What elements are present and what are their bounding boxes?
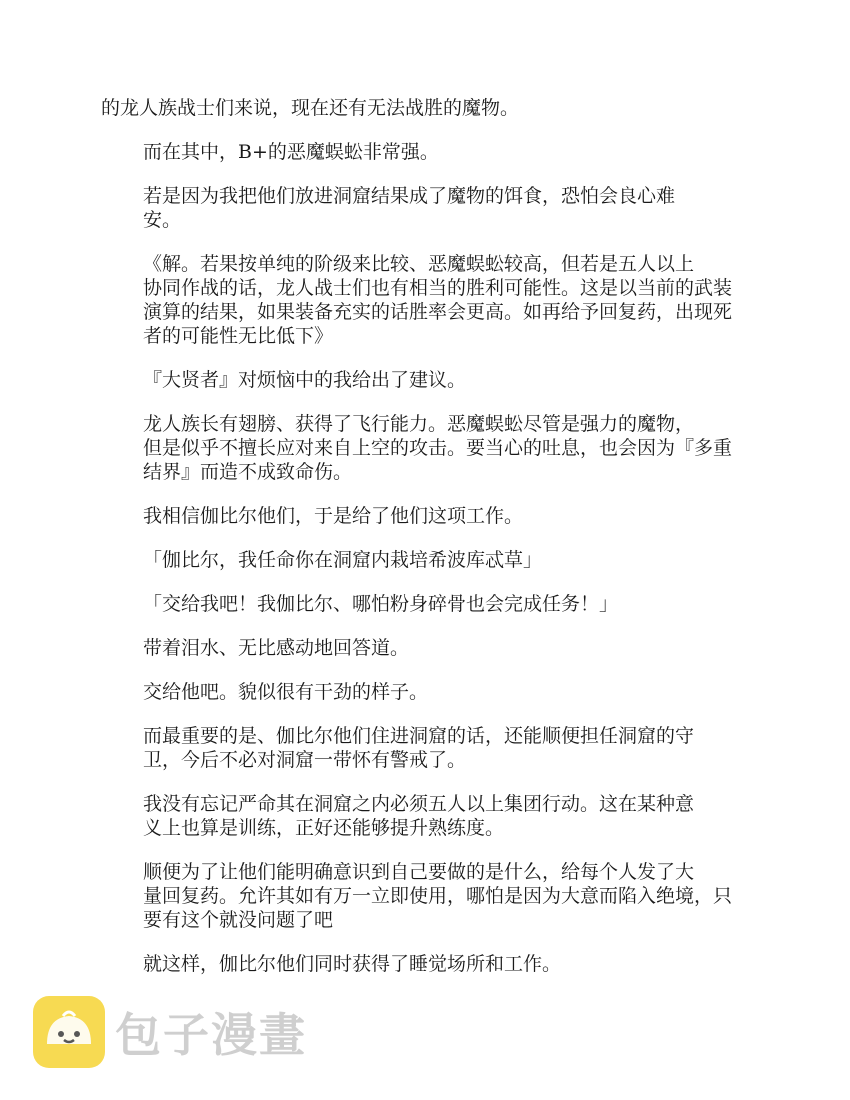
paragraph	[101, 140, 751, 164]
paragraph	[101, 952, 751, 976]
text-line: 「伽比尔，我任命你在洞窟内栽培希波库忒草」	[143, 549, 543, 571]
paragraph	[101, 860, 751, 932]
text-line: 我相信伽比尔他们，于是给了他们这项工作。	[143, 505, 524, 527]
text-line: 而最重要的是、伽比尔他们住进洞窟的话，还能顺便担任洞窟的守	[143, 725, 695, 747]
bun-face-icon	[33, 996, 105, 1068]
paragraph	[101, 412, 751, 484]
text-line: 龙人族长有翅膀、获得了飞行能力。恶魔蜈蚣尽管是强力的魔物，	[143, 413, 695, 435]
text-line: 带着泪水、无比感动地回答道。	[143, 637, 410, 659]
text-line: 『大贤者』对烦恼中的我给出了建议。	[143, 369, 467, 391]
text-line: 若是因为我把他们放进洞窟结果成了魔物的饵食，恐怕会良心难	[143, 185, 676, 207]
paragraph	[101, 184, 751, 232]
paragraph	[101, 724, 751, 772]
paragraph	[101, 504, 751, 528]
text-line: 而在其中，B+的恶魔蜈蚣非常强。	[143, 141, 439, 163]
text-line: 卫，今后不必对洞窟一带怀有警戒了。	[143, 749, 467, 771]
text-line: 协同作战的话，龙人战士们也有相当的胜利可能性。这是以当前的武装	[143, 277, 733, 299]
paragraph	[101, 96, 751, 120]
text-line: 演算的结果，如果装备充实的话胜率会更高。如再给予回复药，出现死	[143, 301, 733, 323]
text-line: 就这样，伽比尔他们同时获得了睡觉场所和工作。	[143, 953, 562, 975]
watermark-text: 包子漫畫	[115, 1008, 307, 1062]
watermark	[33, 994, 307, 1070]
paragraph	[101, 252, 751, 348]
text-line: 但是似乎不擅长应对来自上空的攻击。要当心的吐息，也会因为『多重	[143, 437, 733, 459]
paragraph	[101, 592, 751, 616]
paragraph	[101, 680, 751, 704]
paragraph	[101, 548, 751, 572]
text-line: 结界』而造不成致命伤。	[143, 461, 353, 483]
paragraph	[101, 792, 751, 840]
text-line: 要有这个就没问题了吧	[143, 909, 334, 931]
text-line: 的龙人族战士们来说，现在还有无法战胜的魔物。	[101, 97, 520, 119]
document-body	[101, 96, 751, 996]
paragraph	[101, 368, 751, 392]
paragraph	[101, 636, 751, 660]
text-line: 「交给我吧！我伽比尔、哪怕粉身碎骨也会完成任务！」	[143, 593, 619, 615]
text-line: 顺便为了让他们能明确意识到自己要做的是什么，给每个人发了大	[143, 861, 695, 883]
text-line: 者的可能性无比低下》	[143, 325, 334, 347]
text-line: 《解。若果按单纯的阶级来比较、恶魔蜈蚣较高，但若是五人以上	[143, 253, 695, 275]
text-line: 交给他吧。貌似很有干劲的样子。	[143, 681, 429, 703]
text-line: 安。	[143, 209, 182, 231]
text-line: 我没有忘记严命其在洞窟之内必须五人以上集团行动。这在某种意	[143, 793, 695, 815]
text-line: 义上也算是训练，正好还能够提升熟练度。	[143, 817, 505, 839]
text-line: 量回复药。允许其如有万一立即使用，哪怕是因为大意而陷入绝境，只	[143, 885, 733, 907]
